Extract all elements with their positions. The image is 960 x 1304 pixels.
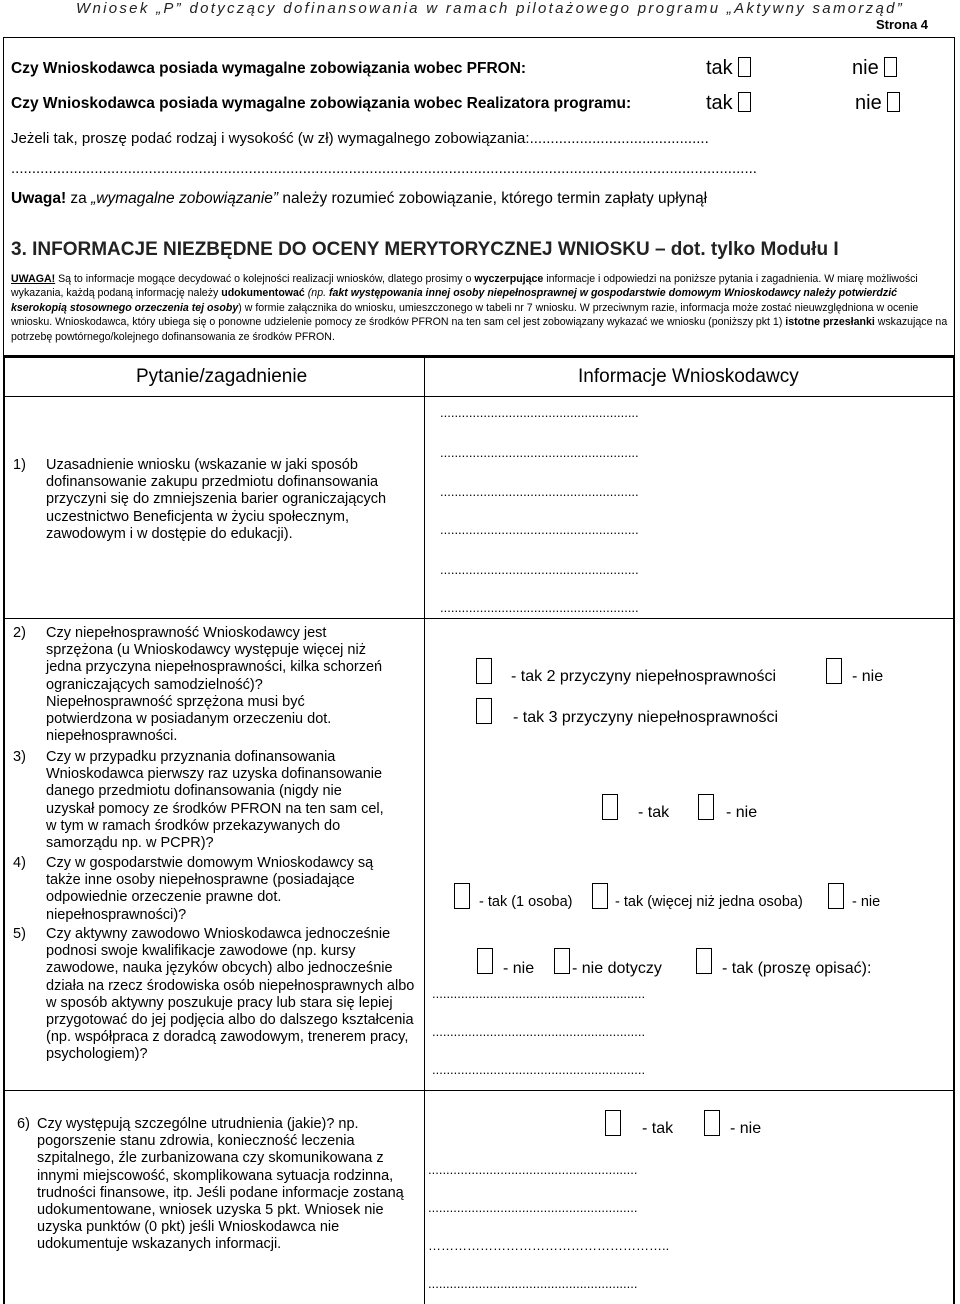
question-2-number: 2)	[13, 625, 26, 641]
uwaga-definition: należy rozumieć zobowiązanie, którego termin zapłaty upłynął	[278, 190, 708, 207]
note-text-4: ) w formie załącznika do wniosku, umieszczonego w tabeli nr 7 wniosku. W przeciwnym razie, informacja może zostać nieuwzględniona w ocenie wniosku. Wnioskodawca, który ubiega się o ponowne udzielenie pomocy ze środków PFRON na ten sam cel jest zobowiązany wykazać we wniosku (poniższy pkt 1)	[11, 301, 919, 329]
answer-6-tak-label: - tak	[642, 1120, 674, 1137]
liability-details-field-cont[interactable]: ...................................................................................................................................................................................	[11, 160, 757, 177]
note-text-1: Są to informacje mogące decydować o kolejności realizacji wniosków, dlatego prosimy o	[55, 273, 475, 285]
answer-6-nie-label: - nie	[730, 1120, 762, 1137]
answer-5-line-3[interactable]: ...........................................................	[432, 1062, 646, 1077]
answer-6-line-2[interactable]: ..........................................................	[428, 1200, 638, 1215]
pfron-tak-checkbox[interactable]	[738, 57, 751, 77]
question-5	[13, 926, 416, 1064]
note-text-2: informacje i odpowiedzi na poniższe pytania i zagadnienia. W miarę możliwości wykazania, każdą podaną informację należy	[11, 273, 918, 300]
pfron-tak-option[interactable]	[706, 57, 751, 80]
answer-1-line-4[interactable]: .......................................................	[440, 522, 639, 537]
question-1	[13, 457, 406, 543]
question-4	[13, 855, 386, 924]
realizator-nie-label: nie	[855, 92, 882, 114]
answer-1-line-6[interactable]: .......................................................	[440, 600, 639, 615]
document-header-title: Wniosek „P” dotyczący dofinansowania w ramach pilotażowego programu „Aktywny samorząd”	[76, 0, 905, 17]
question-6-text: Czy występują szczególne utrudnienia (jakie)? np. pogorszenie stanu zdrowia, konieczność leczenia szpitalnego, źle zurbanizowana czy skomunikowana z innymi miejscowość, skomplikowana sytuacja rodzinna, trudności finansowe, itp. Jeśli podane informacje zostaną udokumentowane, wniosek uzyska 5 pkt. Wniosek nie uzyska punktów (0 pkt) jeśli Wnioskodawca nie udokumentuje wskazanych informacji.	[37, 1116, 404, 1253]
uwaga-term: „wymagalne zobowiązanie”	[91, 190, 279, 207]
uwaga-label: Uwaga!	[11, 190, 67, 207]
answer-3-nie-label: - nie	[726, 804, 758, 821]
question-6-number: 6)	[17, 1116, 30, 1132]
section-3-title: 3. INFORMACJE NIEZBĘDNE DO OCENY MERYTORYCZNEJ WNIOSKU – dot. tylko Modułu I	[11, 239, 839, 260]
uwaga-note	[11, 190, 707, 208]
answer-1-line-3[interactable]: .......................................................	[440, 484, 639, 499]
question-5-number: 5)	[13, 926, 26, 942]
question-pfron-liabilities: Czy Wnioskodawca posiada wymagalne zobowiązania wobec PFRON:	[11, 60, 527, 77]
table-column-divider	[424, 356, 425, 1304]
liability-details-field[interactable]: Jeżeli tak, proszę podać rodzaj i wysokość (w zł) wymagalnego zobowiązania:...........................................	[11, 130, 709, 147]
note-label: UWAGA!	[11, 273, 56, 285]
realizator-nie-option[interactable]	[855, 92, 900, 115]
page-number: Strona 4	[876, 17, 929, 32]
answer-4-tak1-checkbox[interactable]	[454, 883, 470, 909]
answer-5-tak-checkbox[interactable]	[696, 948, 712, 974]
table-row-divider-1	[3, 618, 955, 619]
pfron-nie-label: nie	[852, 57, 879, 79]
answer-4-tak1-label: - tak (1 osoba)	[479, 894, 573, 910]
answer-1-line-2[interactable]: .......................................................	[440, 445, 639, 460]
answer-1-line-5[interactable]: .......................................................	[440, 562, 639, 577]
pfron-tak-label: tak	[706, 57, 733, 79]
answer-4-nie-label: - nie	[852, 894, 881, 910]
note-bold-italic: fakt występowania innej osoby niepełnosprawnej w gospodarstwie domowym Wnioskodawcy należy potwierdzić kserokopią stosownego orzeczenia tej osoby	[11, 287, 898, 314]
realizator-nie-checkbox[interactable]	[887, 92, 900, 112]
answer-2-tak3-label: - tak 3 przyczyny niepełnosprawności	[513, 709, 779, 726]
question-3-number: 3)	[13, 749, 26, 765]
answer-2-tak2-checkbox[interactable]	[476, 658, 492, 684]
answer-5-nie-checkbox[interactable]	[477, 948, 493, 974]
table-header-divider	[3, 396, 955, 397]
uwaga-za: za	[66, 190, 92, 207]
answer-6-line-4[interactable]: ..........................................................	[428, 1276, 638, 1291]
note-bold-3: istotne przesłanki	[785, 316, 875, 329]
column-header-question: Pytanie/zagadnienie	[136, 366, 308, 387]
question-2	[13, 625, 386, 745]
question-4-text: Czy w gospodarstwie domowym Wnioskodawcy są także inne osoby niepełnosprawne (posiadające odpowiednie orzeczenie prawne dot. niepełnosprawności)?	[46, 855, 374, 923]
answer-2-nie-checkbox[interactable]	[826, 658, 842, 684]
answer-5-nie-label: - nie	[503, 960, 535, 977]
pfron-nie-checkbox[interactable]	[884, 57, 897, 77]
question-3	[13, 749, 386, 852]
answer-6-tak-checkbox[interactable]	[605, 1110, 621, 1136]
table-top-border	[3, 356, 955, 358]
answer-3-nie-checkbox[interactable]	[698, 794, 714, 820]
pfron-nie-option[interactable]	[852, 57, 897, 80]
table-left-border	[3, 356, 5, 1304]
question-2-text: Czy niepełnosprawność Wnioskodawcy jest sprzężona (u Wnioskodawcy występuje więcej niż jedna przyczyna niepełnosprawności, kilka schorzeń ograniczających samodzielność)? Niepełnosprawność sprzężona musi być potwierdzona w posiadanym orzeczeniu dot. niepełnosprawności.	[46, 625, 383, 745]
answer-2-tak3-checkbox[interactable]	[476, 698, 492, 724]
question-6	[17, 1116, 407, 1254]
answer-2-nie-label: - nie	[852, 668, 884, 685]
realizator-tak-checkbox[interactable]	[738, 92, 751, 112]
note-text-5: wskazujące na potrzebę powtórnego/kolejnego dofinansowania ze środków PFRON.	[11, 316, 948, 343]
section-note	[11, 272, 951, 344]
answer-4-tak-more-checkbox[interactable]	[592, 883, 608, 909]
column-header-answer: Informacje Wnioskodawcy	[578, 366, 799, 387]
answer-5-nie-dotyczy-label: - nie dotyczy	[572, 960, 662, 977]
answer-6-nie-checkbox[interactable]	[704, 1110, 720, 1136]
question-3-text: Czy w przypadku przyznania dofinansowania Wnioskodawca pierwszy raz uzyska dofinansowanie danego przedmiotu dofinansowania (nigdy nie uzyskał pomocy ze środków PFRON na ten sam cel, w tym w ramach środków przekazywanych do samorządu np. w PCPR)?	[46, 749, 384, 852]
table-row-divider-2	[3, 1090, 955, 1091]
note-bold-1: wyczerpujące	[474, 273, 544, 285]
answer-5-line-1[interactable]: ...........................................................	[432, 986, 646, 1001]
question-5-text: Czy aktywny zawodowo Wnioskodawca jednocześnie podnosi swoje kwalifikacje zawodowe (np. kursy zawodowe, nauka języków obcych) albo jednocześnie działa na rzecz środowiska osób niepełnosprawnych albo w sposób aktywny poszukuje pracy lub stara się lepiej przygotować do jej podjęcia albo do dalszego kształcenia (np. współpraca z doradcą zawodowym, trenerem pracy, psychologiem)?	[46, 926, 415, 1063]
answer-3-tak-label: - tak	[638, 804, 670, 821]
question-realizator-liabilities: Czy Wnioskodawca posiada wymagalne zobowiązania wobec Realizatora programu:	[11, 95, 632, 112]
answer-5-tak-label: - tak (proszę opisać):	[722, 960, 872, 977]
realizator-tak-option[interactable]	[706, 92, 751, 115]
answer-4-nie-checkbox[interactable]	[828, 883, 844, 909]
note-text-3: (np.	[304, 287, 329, 300]
answer-3-tak-checkbox[interactable]	[602, 794, 618, 820]
answer-1-line-1[interactable]: .......................................................	[440, 405, 639, 420]
answer-5-line-2[interactable]: ...........................................................	[432, 1024, 646, 1039]
answer-5-nie-dotyczy-checkbox[interactable]	[554, 948, 570, 974]
table-right-border	[953, 356, 955, 1304]
answer-4-tak-more-label: - tak (więcej niż jedna osoba)	[615, 894, 803, 910]
note-bold-2: udokumentować	[221, 287, 305, 300]
answer-6-line-3[interactable]: ………………………………………………..	[428, 1238, 670, 1253]
question-4-number: 4)	[13, 855, 26, 871]
realizator-tak-label: tak	[706, 92, 733, 114]
question-1-text: Uzasadnienie wniosku (wskazanie w jaki sposób dofinansowanie zakupu przedmiotu dofinansowania przyczyni się do zmniejszenia barier ograniczających uczestnictwo Beneficjenta w życiu społecznym, zawodowym i w dostępie do edukacji).	[46, 457, 387, 542]
answer-6-line-1[interactable]: ..........................................................	[428, 1162, 638, 1177]
answer-2-tak2-label: - tak 2 przyczyny niepełnosprawności	[511, 668, 777, 685]
question-1-number: 1)	[13, 457, 26, 473]
